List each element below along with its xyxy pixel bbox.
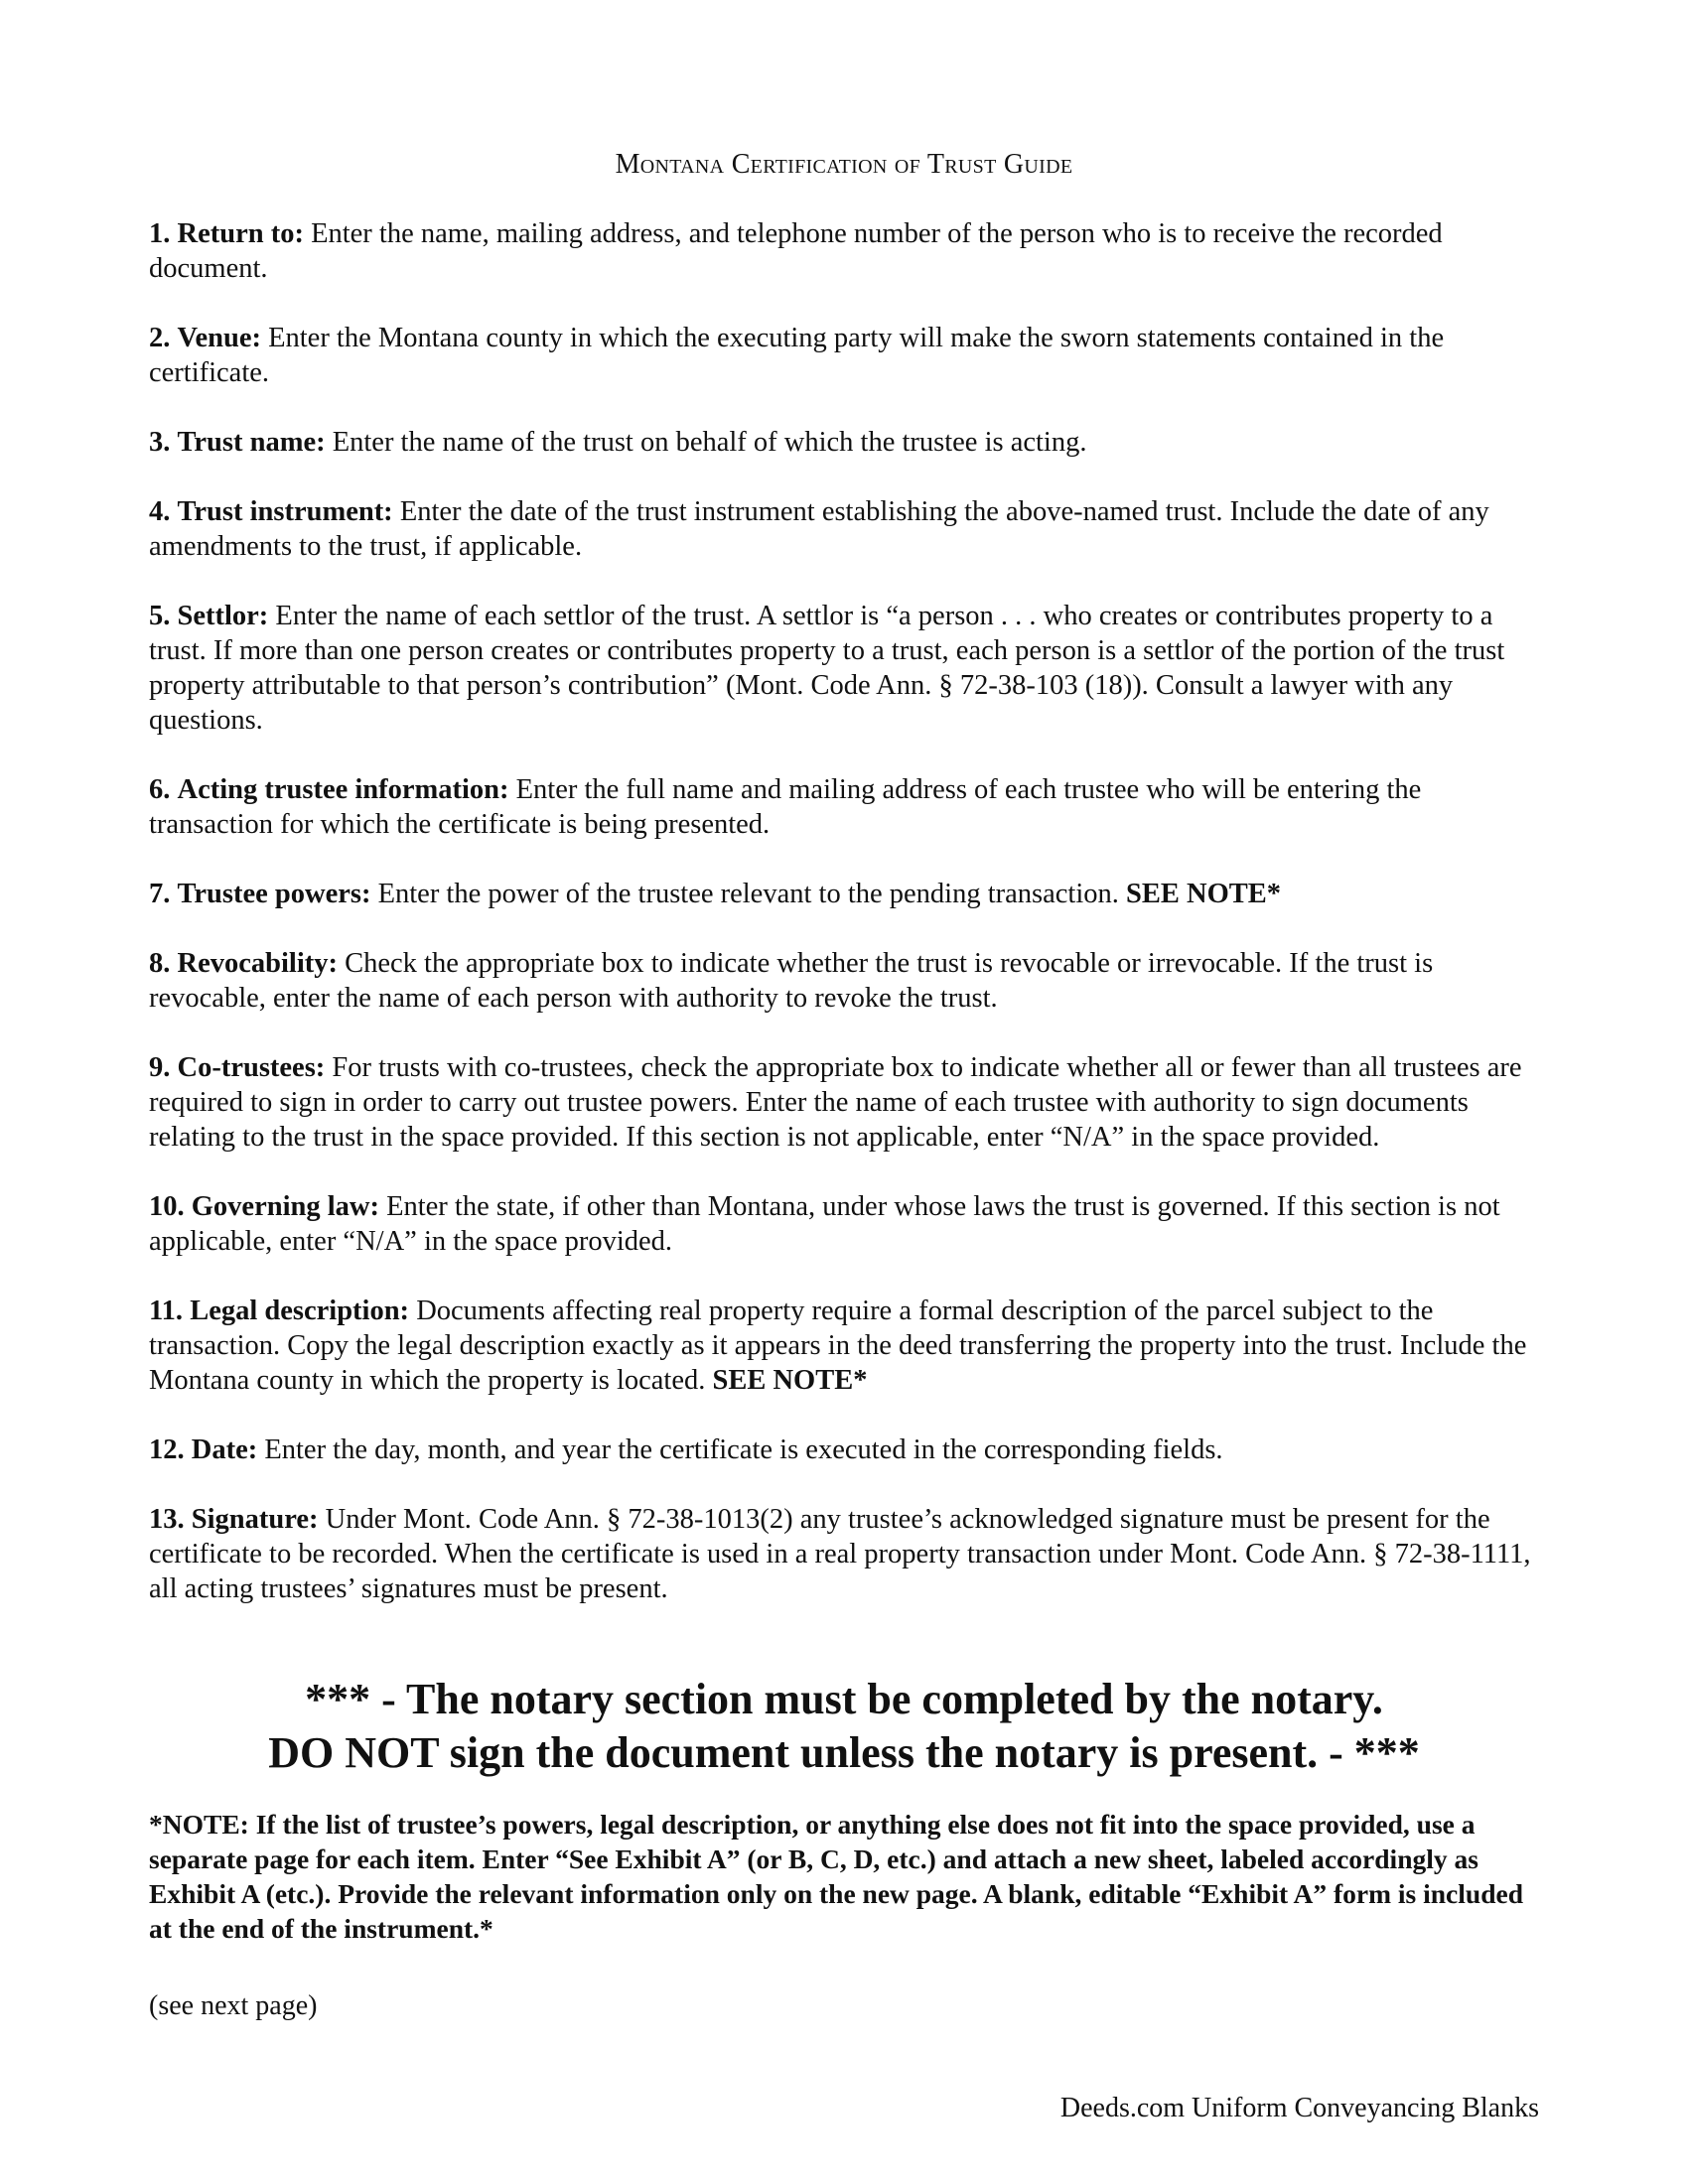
instruction-list (149, 216, 1539, 1641)
item-label: Legal description: (190, 1296, 410, 1326)
instruction-item (149, 321, 1539, 390)
item-text: Enter the name of each settlor of the trust. A settlor is “a person . . . who creates or contributes property to a trust. If more than one person creates or contributes property to a trust, each person is a settlor of the portion of the trust property attributable to that person’s contribution” (Mont. Code Ann. § 72-38-103 (18)). Consult a lawyer with any questions. (149, 601, 1505, 736)
item-text: Enter the date of the trust instrument establishing the above-named trust. Include the date of any amendments to the trust, if applicable. (149, 496, 1489, 562)
item-number: 9. (149, 1052, 171, 1083)
see-note-reference: SEE NOTE* (712, 1365, 868, 1396)
item-number: 11. (149, 1296, 184, 1326)
item-number: 12. (149, 1434, 185, 1465)
instruction-item (149, 1294, 1539, 1398)
instruction-item (149, 1050, 1539, 1155)
item-text: Enter the name, mailing address, and telephone number of the person who is to receive the recorded document. (149, 218, 1443, 284)
instruction-item (149, 1433, 1539, 1467)
instruction-item (149, 946, 1539, 1016)
item-text: Enter the state, if other than Montana, under whose laws the trust is governed. If this section is not applicable, enter “N/A” in the space provided. (149, 1191, 1500, 1257)
item-label: Acting trustee information: (177, 774, 509, 805)
item-label: Co-trustees: (177, 1052, 326, 1083)
item-text: Under Mont. Code Ann. § 72-38-1013(2) any trustee’s acknowledged signature must be present for the certificate to be recorded. When the certificate is used in a real property transaction under Mont. Code Ann. § 72-38-1111, all acting trustees’ signatures must be present. (149, 1504, 1531, 1604)
item-number: 3. (149, 427, 171, 458)
instruction-item (149, 772, 1539, 842)
item-label: Settlor: (177, 601, 269, 631)
item-number: 8. (149, 948, 171, 979)
item-label: Signature: (191, 1504, 319, 1535)
item-label: Return to: (177, 218, 304, 249)
item-text: Enter the Montana county in which the executing party will make the sworn statements contained in the certificate. (149, 323, 1445, 388)
item-text: Enter the full name and mailing address of each trustee who will be entering the transaction for which the certificate is being presented. (149, 774, 1422, 840)
footer-text: Deeds.com Uniform Conveyancing Blanks (1059, 2093, 1539, 2123)
item-number: 2. (149, 323, 171, 353)
notary-warning-line-1: *** - The notary section must be completed by the notary. (305, 1675, 1383, 1723)
item-text: Documents affecting real property require a formal description of the parcel subject to the transaction. Copy the legal description exactly as it appears in the deed transferring the property into the trust. Include the Montana county in which the property is located. (149, 1296, 1527, 1396)
item-label: Trustee powers: (177, 879, 371, 909)
item-number: 1. (149, 218, 171, 249)
notary-warning-line-2: DO NOT sign the document unless the notary is present. - *** (268, 1728, 1420, 1777)
item-text: For trusts with co-trustees, check the appropriate box to indicate whether all or fewer than all trustees are required to sign in order to carry out trustee powers. Enter the name of each trustee with authority to sign documents relating to the trust in the space provided. If this section is not applicable, enter “N/A” in the space provided. (149, 1052, 1522, 1153)
item-text: Enter the name of the trust on behalf of which the trustee is acting. (332, 427, 1087, 458)
item-label: Trust name: (177, 427, 326, 458)
item-number: 10. (149, 1191, 185, 1222)
item-label: Date: (191, 1434, 258, 1465)
document-title: Montana Certification of Trust Guide (615, 149, 1073, 180)
item-number: 7. (149, 879, 171, 909)
item-number: 13. (149, 1504, 185, 1535)
notary-warning (149, 1673, 1539, 1780)
exhibit-note: *NOTE: If the list of trustee’s powers, legal description, or anything else does not fit into the space provided, use a separate page for each item. Enter “See Exhibit A” (or B, C, D, etc.) and attach a new sheet, labeled accordingly as Exhibit A (etc.). Provide the relevant information only on the new page. A blank, editable “Exhibit A” form is included at the end of the instrument.* (149, 1809, 1523, 1944)
item-label: Venue: (177, 323, 261, 353)
instruction-item (149, 494, 1539, 564)
instruction-item (149, 216, 1539, 286)
instruction-item (149, 1189, 1539, 1259)
item-text: Enter the power of the trustee relevant to the pending transaction. (377, 879, 1119, 909)
instruction-item (149, 877, 1539, 911)
item-number: 4. (149, 496, 171, 527)
instruction-item (149, 425, 1539, 460)
see-next-page: (see next page) (149, 1990, 318, 2021)
item-label: Revocability: (177, 948, 338, 979)
item-text: Check the appropriate box to indicate whether the trust is revocable or irrevocable. If the trust is revocable, enter the name of each person with authority to revoke the trust. (149, 948, 1434, 1014)
document-page (149, 0, 1539, 2184)
item-number: 6. (149, 774, 171, 805)
item-label: Trust instrument: (177, 496, 393, 527)
item-text: Enter the day, month, and year the certificate is executed in the corresponding fields. (264, 1434, 1223, 1465)
item-label: Governing law: (191, 1191, 379, 1222)
instruction-item (149, 1502, 1539, 1606)
item-number: 5. (149, 601, 171, 631)
see-note-reference: SEE NOTE* (1126, 879, 1282, 909)
instruction-item (149, 599, 1539, 738)
